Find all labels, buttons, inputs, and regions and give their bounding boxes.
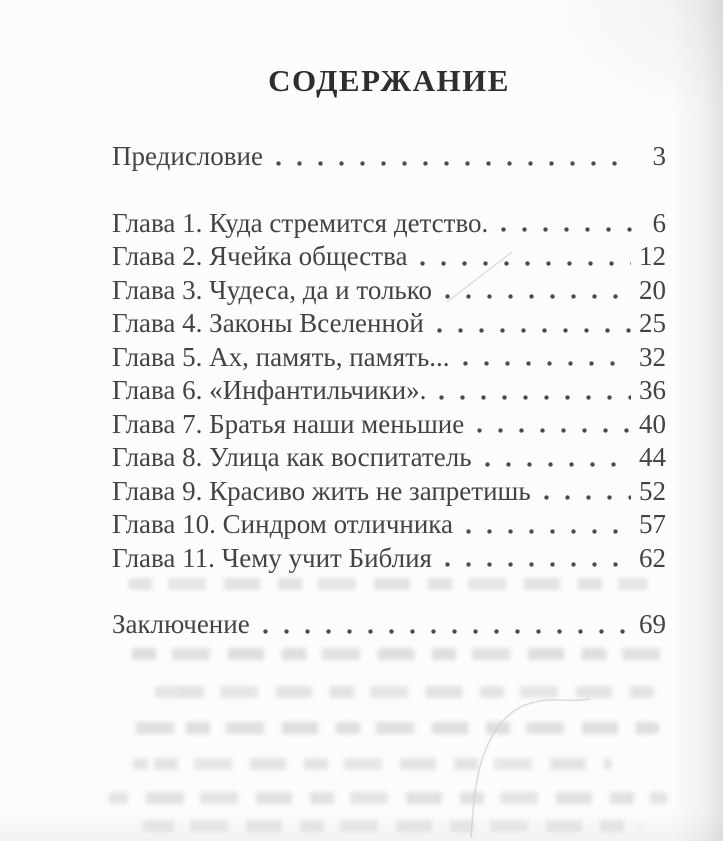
toc-entry-chapter-10 <box>112 508 666 542</box>
toc-page-number: 32 <box>639 341 666 372</box>
toc-entry-chapter-6 <box>112 374 666 408</box>
bleed-through-line <box>132 758 612 770</box>
toc-entry-label: Глава 8. Улица как воспитатель <box>112 442 472 472</box>
page-title: СОДЕРЖАНИЕ <box>268 63 510 98</box>
toc-page-number: 40 <box>639 408 666 439</box>
toc-entry-chapter-1 <box>112 207 666 241</box>
bleed-through-line <box>140 686 655 698</box>
toc-entry-label: Глава 6. «Инфантильчики». <box>112 375 427 405</box>
toc-page-number: 36 <box>639 375 666 405</box>
toc-entry-chapter-4 <box>112 307 666 341</box>
dot-leader <box>445 274 631 308</box>
dot-leader <box>466 508 631 542</box>
toc-entry-chapter-2 <box>112 240 666 274</box>
paper-crease <box>471 699 590 838</box>
bleed-through-line <box>118 648 663 660</box>
toc-entry-chapter-9 <box>112 475 666 509</box>
dot-leader <box>544 475 631 509</box>
toc-entry-chapter-5 <box>112 341 666 375</box>
toc-page-number: 62 <box>639 542 666 573</box>
toc-page-number: 20 <box>639 274 666 305</box>
toc-entry-chapter-7 <box>112 408 666 442</box>
dot-leader <box>463 341 631 375</box>
dot-leader <box>276 140 632 174</box>
table-of-contents <box>112 140 666 642</box>
toc-entry-label: Глава 11. Чему учит Библия <box>112 542 432 573</box>
dot-leader <box>420 240 631 274</box>
toc-entry-conclusion <box>112 608 666 642</box>
bleed-through-line <box>108 792 668 804</box>
toc-page-number: 57 <box>639 509 666 539</box>
dot-leader <box>477 408 631 442</box>
toc-entry-chapter-8 <box>112 441 666 475</box>
dot-leader <box>445 542 631 576</box>
dot-leader <box>439 374 631 408</box>
toc-page-number: 52 <box>639 475 666 506</box>
scan-edge-shading <box>0 811 723 841</box>
toc-entry-label: Заключение <box>112 609 250 639</box>
toc-entry-label: Предисловие <box>112 141 263 171</box>
toc-entry-label: Глава 3. Чудеса, да и только <box>112 274 432 305</box>
toc-page-number: 3 <box>652 141 666 171</box>
bleed-through-line <box>142 820 642 832</box>
toc-chapter-list <box>112 207 666 576</box>
scan-edge-shading <box>671 0 723 841</box>
toc-entry-label: Глава 4. Законы Вселенной <box>112 308 424 338</box>
dot-leader <box>437 307 631 341</box>
toc-content <box>112 0 666 642</box>
toc-entry-label: Глава 7. Братья наши меньшие <box>112 408 465 439</box>
toc-entry-chapter-3 <box>112 274 666 308</box>
toc-entry-label: Глава 1. Куда стремится детство. <box>112 207 489 238</box>
dot-leader <box>501 207 632 241</box>
dot-leader <box>263 608 631 642</box>
toc-entry-preface <box>112 140 666 174</box>
toc-page-number: 6 <box>652 207 666 238</box>
dot-leader <box>485 441 631 475</box>
toc-page-number: 69 <box>639 609 666 639</box>
toc-entry-chapter-11 <box>112 542 666 576</box>
bleed-through-line <box>120 722 660 734</box>
toc-entry-label: Глава 2. Ячейка общества <box>112 241 408 271</box>
toc-page-number: 12 <box>639 241 666 271</box>
toc-entry-label: Глава 9. Красиво жить не запретишь <box>112 475 531 506</box>
toc-entry-label: Глава 5. Ах, память, память... <box>112 341 450 372</box>
toc-entry-label: Глава 10. Синдром отличника <box>112 509 453 539</box>
toc-page-number: 25 <box>639 308 666 338</box>
toc-page-number: 44 <box>639 442 666 472</box>
